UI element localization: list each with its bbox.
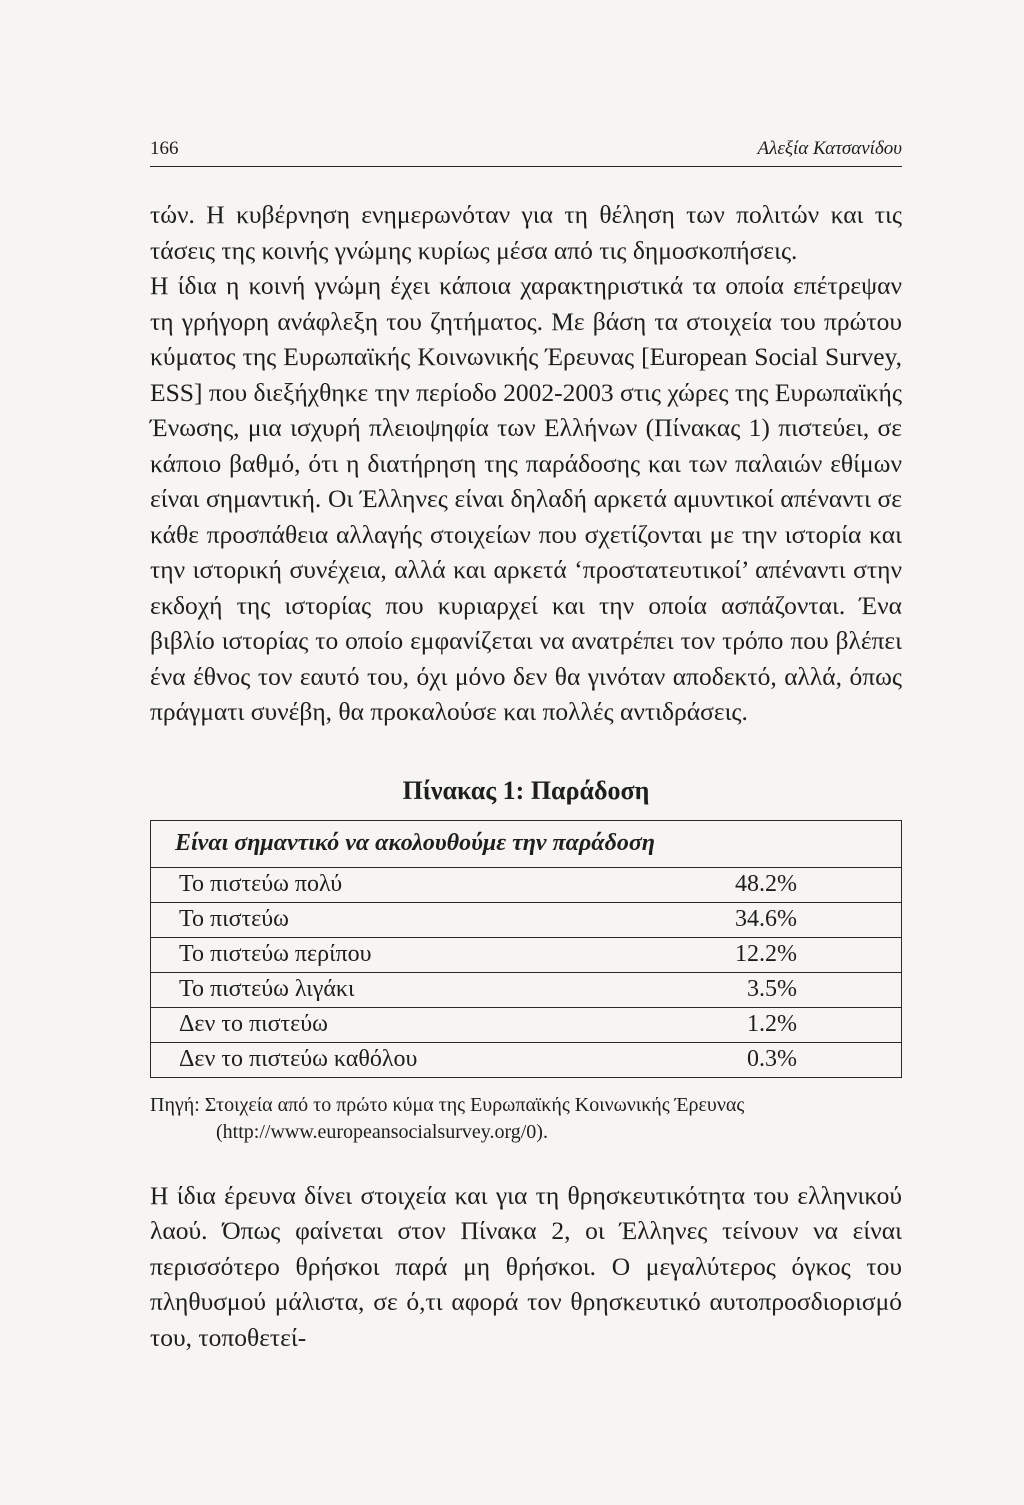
row-value: 1.2%: [590, 1007, 901, 1042]
row-label: Το πιστεύω λιγάκι: [151, 972, 591, 1007]
table-row: [151, 867, 902, 902]
running-header-author: Αλεξία Κατσανίδου: [757, 138, 902, 159]
table-row: [151, 1007, 902, 1042]
table-row: [151, 937, 902, 972]
paragraph-3: Η ίδια έρευνα δίνει στοιχεία και για τη θρησκευτικότητα του ελληνικού λαού. Όπως φαίνεται στον Πίνακα 2, οι Έλληνες τείνουν να είναι περισσότερο θρήσκοι παρά μη θρήσκοι. Ο μεγαλύτερος όγκος του πληθυσμού μάλιστα, σε ό,τι αφορά τον θρησκευτικό αυτοπροσδιορισμό του, τοποθετεί-: [150, 1180, 902, 1352]
page-number: 166: [150, 138, 179, 159]
row-value: 0.3%: [590, 1042, 901, 1077]
table-header: Είναι σημαντικό να ακολουθούμε την παράδοση: [151, 820, 902, 867]
table-title: Πίνακας 1: Παράδοση: [402, 775, 650, 805]
table-source-note: [150, 1092, 902, 1146]
row-value: 48.2%: [590, 867, 901, 902]
book-page: [150, 138, 902, 1355]
paragraph-2: Η ίδια η κοινή γνώμη έχει κάποια χαρακτηριστικά τα οποία επέτρεψαν τη γρήγορη ανάφλεξη του ζητήματος. Με βάση τα στοιχεία του πρώτου κύματος της Ευρωπαϊκής Κοινωνικής Έρευνας [European Social Survey, ESS] που διεξήχθηκε την περίοδο 2002-2003 στις χώρες της Ευρωπαϊκής Ένωσης, μια ισχυρή πλειοψηφία των Ελλήνων (Πίνακας 1) πιστεύει, σε κάποιο βαθμό, ότι η διατήρηση της παράδοσης και των παλαιών εθίμων είναι σημαντική. Οι Έλληνες είναι δηλαδή αρκετά αμυντικοί απέναντι σε κάθε προσπάθεια αλλαγής στοιχείων που σχετίζονται με την ιστορία και την ιστορική συνέχεια, αλλά και αρκετά ‘προστατευτικοί’ απέναντι στην εκδοχή της ιστορίας που κυριαρχεί και την οποία ασπάζονται. Ένα βιβλίο ιστορίας το οποίο εμφανίζεται να ανατρέπει τον τρόπο που βλέπει ένα έθνος τον εαυτό του, όχι μόνο δεν θα γινόταν αποδεκτό, αλλά, όπως πράγματι συνέβη, θα προκαλούσε και πολλές αντιδράσεις.: [150, 271, 902, 726]
paragraph-1: τών. Η κυβέρνηση ενημερωνόταν για τη θέληση των πολιτών και τις τάσεις της κοινής γνώμης κυρίως μέσα από τις δημοσκοπήσεις.: [150, 200, 902, 265]
row-label: Το πιστεύω: [151, 902, 591, 937]
table-row: [151, 1042, 902, 1077]
row-value: 3.5%: [590, 972, 901, 1007]
tradition-table: [150, 820, 902, 1078]
table-row: [151, 972, 902, 1007]
table-row: [151, 902, 902, 937]
running-header: [150, 138, 902, 167]
row-label: Δεν το πιστεύω: [151, 1007, 591, 1042]
row-label: Το πιστεύω πολύ: [151, 867, 591, 902]
row-value: 34.6%: [590, 902, 901, 937]
source-text: Πηγή: Στοιχεία από το πρώτο κύμα της Ευρωπαϊκής Κοινωνικής Έρευνας: [150, 1093, 745, 1116]
row-value: 12.2%: [590, 937, 901, 972]
row-label: Το πιστεύω περίπου: [151, 937, 591, 972]
table-header-row: [151, 820, 902, 867]
row-label: Δεν το πιστεύω καθόλου: [151, 1042, 591, 1077]
source-url: (http://www.europeansocialsurvey.org/0).: [216, 1120, 548, 1143]
